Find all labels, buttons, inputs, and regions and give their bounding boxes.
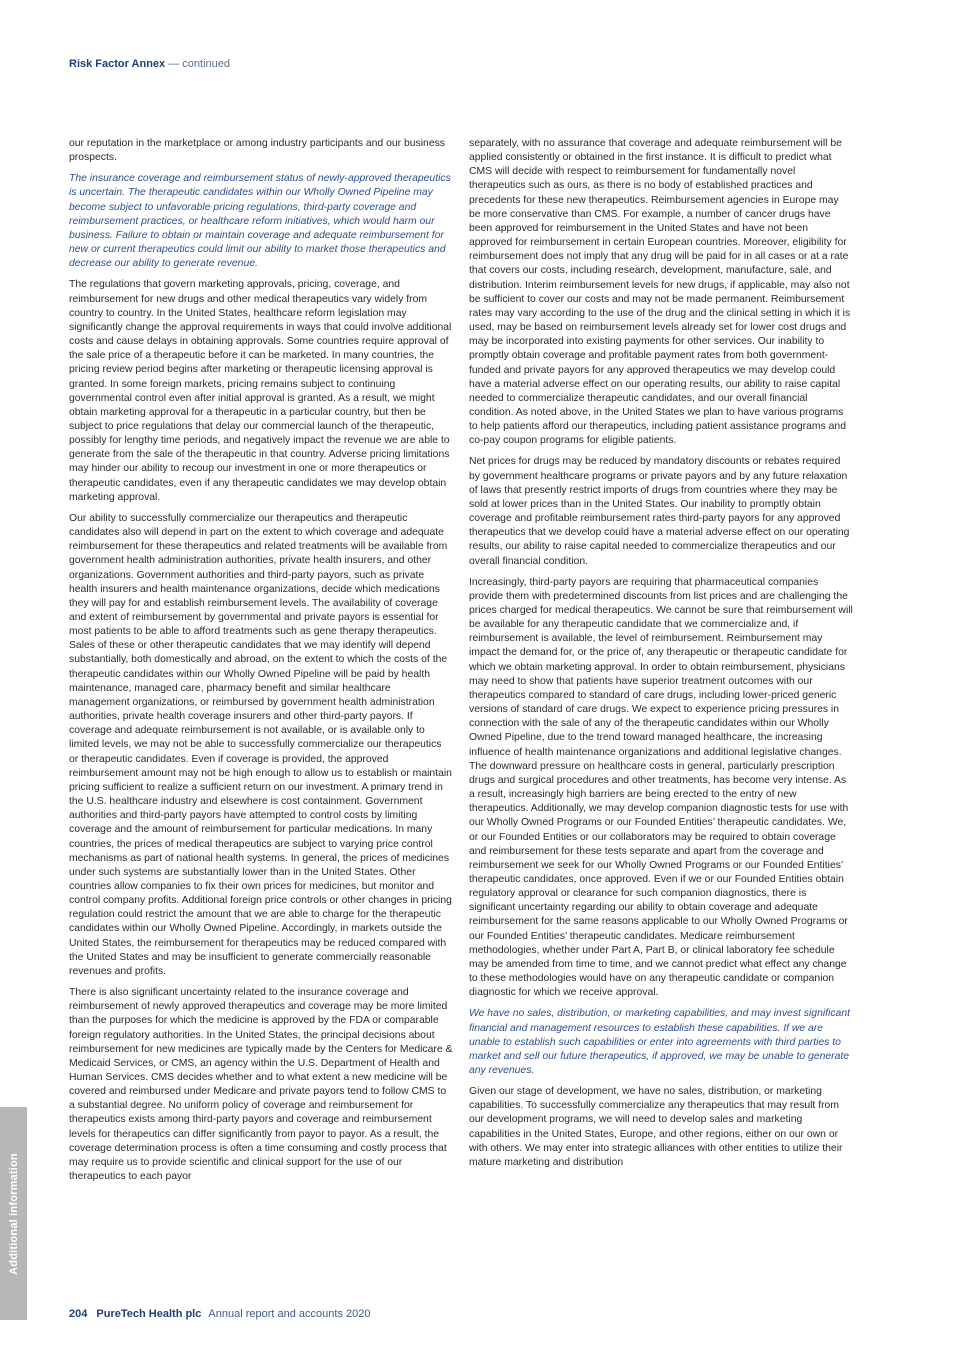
paragraph: Net prices for drugs may be reduced by mandatory discounts or rebates required by government healthcare programs or private payors and by any future relaxation of laws that presently restrict imports of drugs from countries where they may be sold at lower prices than in the United States. Our inability to promptly obtain coverage and profitable reimbursement rates third-party payors for any approved therapeutics that we develop could have a material adverse effect on our operating results, our ability to raise capital needed to commercialize therapeutics and our overall financial condition. [469, 456, 850, 567]
paragraph: separately, with no assurance that coverage and adequate reimbursement will be applied consistently or obtained in the first instance. It is difficult to predict what CMS will decide with respect to reimbursement for fundamentally novel therapeutics such as ours, as there is no body of established practices and precedents for these new therapeutics. Reimbursement agencies in Europe may be more conservative than CMS. For example, a number of cancer drugs have been approved for reimbursement in the United States and have not been approved for reimbursement in certain European countries. Moreover, eligibility for reimbursement does not imply that any drug will be paid for in all cases or at a rate that covers our costs, including research, development, manufacture, sale, and distribution. Interim reimbursement levels for new drugs, if applicable, may also not be sufficient to cover our costs and may not be made permanent. Reimbursement rates may vary according to the use of the drug and the clinical setting in which it is used, may be based on reimbursement levels already set for lower cost drugs and may be incorporated into existing payments for other services. Our inability to promptly obtain coverage and profitable payment rates from both government-funded and private payors for any approved therapeutics we may develop could have a material adverse effect on our operating results, our ability to raise capital needed to commercialize therapeutic candidates, and our overall financial condition. As noted above, in the United States we plan to have various programs to help patients afford our therapeutics, including patient assistance programs and co-pay coupon programs for eligible patients. [469, 138, 851, 447]
page-number: 204 [69, 1308, 88, 1320]
running-header [69, 58, 230, 70]
paragraph: our reputation in the marketplace or among industry participants and our business prospects. [69, 138, 446, 164]
paragraph: Given our stage of development, we have no sales, distribution, or marketing capabilities. To successfully commercialize any therapeutics that may result from our development programs, we will need to develop sales and marketing capabilities in the United States, Europe, and other regions, either on our own or with others. We may enter into strategic alliances with other entities to utilize their mature marketing and distribution [469, 1086, 843, 1168]
paragraph: Increasingly, third-party payors are requiring that pharmaceutical companies provide them with predetermined discounts from list prices and are challenging the prices charged for medical therapeutics. We cannot be sure that reimbursement will be available for any therapeutic candidate that we commercialize and, if reimbursement is available, the level of reimbursement. Reimbursement may impact the demand for, or the price of, any therapeutic or therapeutic candidate for which we obtain marketing approval. In order to obtain reimbursement, physicians may need to show that patients have superior treatment outcomes with our therapeutics compared to standard of care drugs, including lower-priced generic versions of standard of care drugs. We expect to experience pricing pressures in connection with the sale of any of the therapeutic candidates within our Wholly Owned Pipeline, due to the trend toward managed healthcare, the increasing influence of health maintenance organizations and additional legislative changes. The downward pressure on healthcare costs in general, particularly prescription drugs and surgical procedures and other treatments, has become very intense. As a result, increasingly high barriers are being erected to the entry of new therapeutics. Additionally, we may develop companion diagnostic tests for use with our Wholly Owned Programs or our Founded Entities’ therapeutic candidates. We, or our Founded Entities or our collaborators may be required to obtain coverage and reimbursement for these tests separate and apart from the coverage and reimbursement we seek for our Wholly Owned Programs or our Founded Entities’ therapeutic candidates, once approved. Even if we or our Founded Entities obtain regulatory approval or clearance for such companion diagnostics, there is significant uncertainty regarding our ability to obtain coverage and adequate reimbursement for the same reasons applicable to our Wholly Owned Programs or our Founded Entities’ therapeutic candidates. Medicare reimbursement methodologies, whether under Part A, Part B, or clinical laboratory fee schedule may be amended from time to time, and we cannot predict what effect any change to these methodologies would have on any therapeutic candidate or companion diagnostic for which we receive approval. [469, 576, 853, 999]
side-tab-label: Additional information [7, 1152, 20, 1275]
paragraph: There is also significant uncertainty related to the insurance coverage and reimbursement of newly approved therapeutics and coverage may be more limited than the purposes for which the medicine is approved by the FDA or comparable foreign regulatory authorities. In the United States, the principal decisions about reimbursement for new medicines are typically made by the Centers for Medicare & Medicaid Services, or CMS, an agency within the U.S. Department of Health and Human Services. CMS decides whether and to what extent a new medicine will be covered and reimbursed under Medicare and private payors tend to follow CMS to a substantial degree. No uniform policy of coverage and reimbursement for therapeutics exists among third-party payors and coverage and reimbursement levels for therapeutics can differ significantly from payor to payor. As a result, the coverage determination process is often a time consuming and costly process that may require us to provide scientific and clinical support for the use of our therapeutics to each payor [69, 987, 453, 1183]
report-title: Annual report and accounts 2020 [208, 1308, 371, 1320]
right-column [469, 137, 853, 1177]
paragraph: Our ability to successfully commercialize our therapeutics and therapeutic candidates also will depend in part on the extent to which coverage and adequate reimbursement for these therapeutics and related treatments will be available from government health administration authorities, private health insurers, and other organizations. Government authorities and third-party payors, such as private health insurers and health maintenance organizations, decide which medications they will pay for and establish reimbursement levels. The availability of coverage and extent of reimbursement by governmental and private payors is essential for most patients to be able to afford treatments such as gene therapy therapeutics. Sales of these or other therapeutic candidates that we may identify will depend substantially, both domestically and abroad, on the extent to which the costs of the therapeutic candidates within our Wholly Owned Pipeline will be paid by health maintenance, managed care, pharmacy benefit and similar healthcare management organizations, or reimbursed by government health administration authorities, private health coverage insurers and other third-party payors. If coverage and adequate reimbursement is not available, or is available only to limited levels, we may not be able to successfully commercialize our therapeutics or therapeutic candidates. Even if coverage is provided, the approved reimbursement amount may not be high enough to allow us to establish or maintain pricing sufficient to realize a sufficient return on our investment. A primary trend in the U.S. healthcare industry and elsewhere is cost containment. Government authorities and third-party payors have attempted to control costs by limiting coverage and the amount of reimbursement for particular medications. In many countries, the prices of medical therapeutics are subject to varying price control mechanisms as part of national health systems. In general, the prices of medicines under such systems are substantially lower than in the United States. Other countries allow companies to fix their own prices for medicines, but monitor and control company profits. Additional foreign price controls or other changes in pricing regulation could restrict the amount that we are able to charge for the therapeutic candidates within our Wholly Owned Pipeline. Accordingly, in markets outside the United States, the reimbursement for therapeutics may be reduced compared with the United States and may be insufficient to generate commercially reasonable revenues and profits. [69, 512, 452, 977]
company-name: PureTech Health plc [96, 1308, 202, 1320]
left-column [69, 137, 453, 1191]
continued-label: — continued [168, 58, 231, 70]
risk-heading: The insurance coverage and reimbursement status of newly-approved therapeutics is uncertain. The therapeutic candidates within our Wholly Owned Pipeline may become subject to unfavorable pricing regulations, third-party coverage and reimbursement practices, or healthcare reform initiatives, which would harm our business. Failure to obtain or maintain coverage and adequate reimbursement for new or current therapeutics could limit our ability to market those therapeutics and decrease our ability to generate revenue. [69, 173, 451, 270]
section-title: Risk Factor Annex [69, 58, 166, 70]
risk-heading: We have no sales, distribution, or marketing capabilities, and may invest significant financial and management resources to establish these capabilities. If we are unable to establish such capabilities or enter into agreements with third parties to market and sell our future therapeutics, if approved, we may be unable to generate any revenues. [469, 1008, 850, 1076]
page-footer [69, 1308, 370, 1320]
side-tab [0, 1107, 27, 1320]
paragraph: The regulations that govern marketing approvals, pricing, coverage, and reimbursement for new drugs and other medical therapeutics vary widely from country to country. In the United States, healthcare reform legislation may significantly change the approval requirements in ways that could involve additional costs and cause delays in obtaining approvals. Some countries require approval of the sale price of a therapeutic before it can be marketed. In many countries, the pricing review period begins after marketing or therapeutic licensing approval is granted. In some foreign markets, pricing remains subject to continuing governmental control even after initial approval is granted. As a result, we might obtain marketing approval for a therapeutic in a particular country, but then be subject to price regulations that delay our commercial launch of the therapeutic, possibly for lengthy time periods, and negatively impact the revenue we are able to generate from the sale of the therapeutic in that country. Adverse pricing limitations may hinder our ability to recoup our investment in one or more therapeutics or therapeutic candidates, even if any therapeutic candidates we may develop obtain marketing approval. [69, 279, 452, 503]
